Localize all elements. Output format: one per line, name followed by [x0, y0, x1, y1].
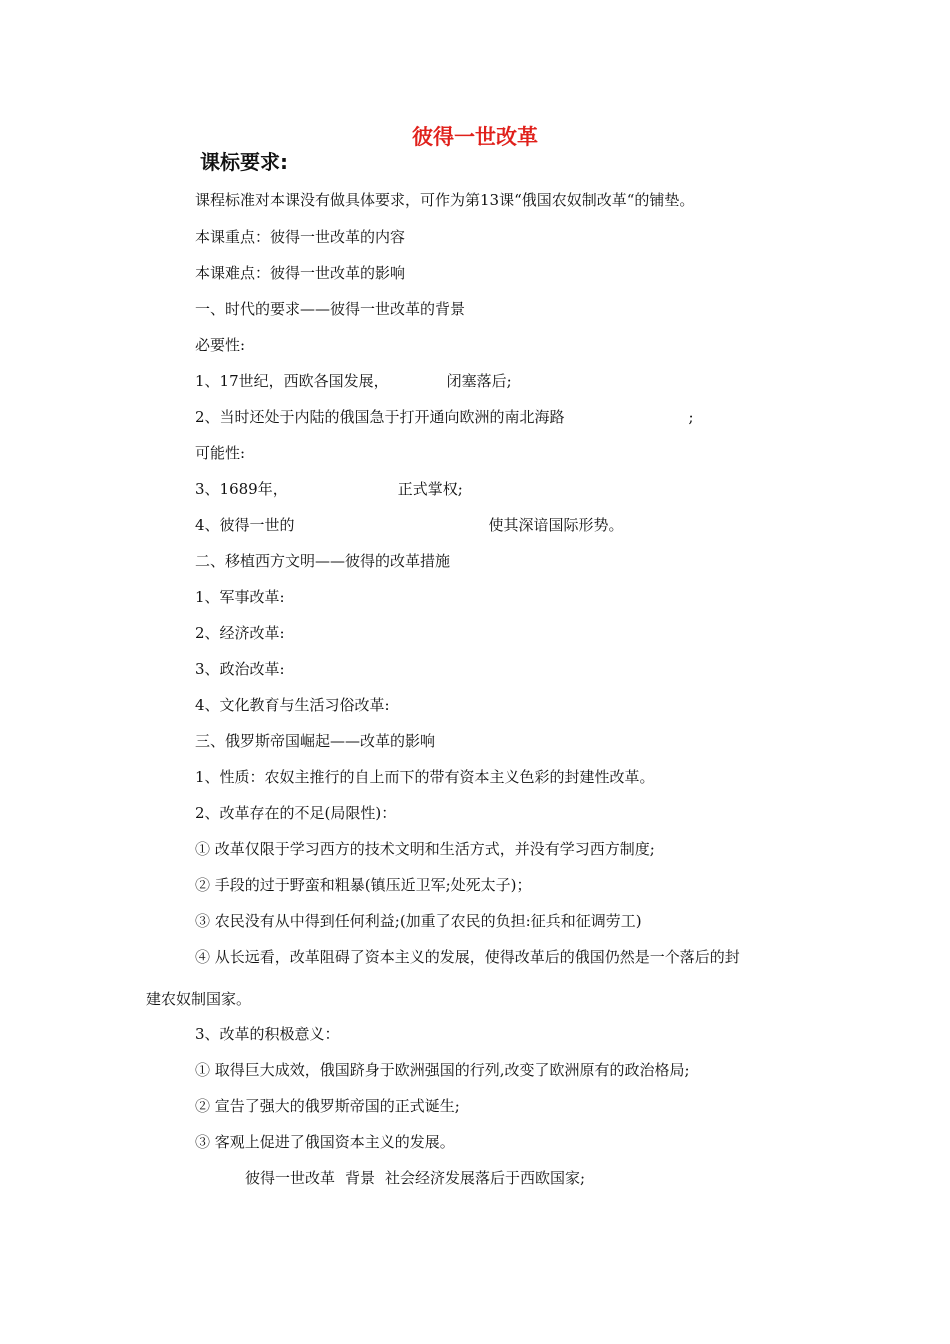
- positive-item-3: ③ 客观上促进了俄国资本主义的发展。: [195, 1133, 455, 1151]
- limit-item-1: ① 改革仅限于学习西方的技术文明和生活方式，并没有学习西方制度;: [195, 840, 655, 858]
- document-title: 彼得一世改革: [412, 125, 538, 149]
- summary-category: 背景: [345, 1169, 376, 1187]
- limit-item-4: ④ 从长远看，改革阻碍了资本主义的发展，使得改革后的俄国仍然是一个落后的封: [195, 948, 740, 966]
- background-item-1-tail: 闭塞落后;: [446, 372, 512, 390]
- reform-nature: 1、性质：农奴主推行的自上而下的带有资本主义色彩的封建性改革。: [195, 768, 655, 786]
- curriculum-requirements-heading: 课标要求:: [200, 150, 288, 174]
- positive-item-1: ① 取得巨大成效，俄国跻身于欧洲强国的行列,改变了欧洲原有的政治格局;: [195, 1061, 690, 1079]
- reform-item-political: 3、政治改革:: [195, 660, 285, 678]
- summary-detail: 社会经济发展落后于西欧国家;: [385, 1169, 586, 1187]
- background-item-1: [195, 369, 512, 393]
- background-item-3: [195, 477, 463, 501]
- limits-label: 2、改革存在的不足(局限性)：: [195, 804, 397, 822]
- intro-paragraph: 课程标准对本课没有做具体要求，可作为第13课“俄国农奴制改革“的铺垫。: [195, 191, 695, 209]
- section3-heading: 三、俄罗斯帝国崛起——改革的影响: [195, 732, 436, 750]
- background-item-2-tail: ;: [688, 408, 694, 426]
- reform-item-economic: 2、经济改革:: [195, 624, 285, 642]
- limit-item-3: ③ 农民没有从中得到任何利益;(加重了农民的负担:征兵和征调劳工): [195, 912, 642, 930]
- background-item-2: [195, 405, 694, 429]
- background-item-1-text: 1、17世纪，西欧各国发展，: [195, 372, 389, 390]
- background-item-2-text: 2、当时还处于内陆的俄国急于打开通向欧洲的南北海路: [195, 408, 565, 426]
- reform-item-military: 1、军事改革:: [195, 588, 285, 606]
- reform-item-culture: 4、文化教育与生活习俗改革:: [195, 696, 390, 714]
- necessity-label: 必要性:: [195, 336, 246, 354]
- background-item-3-tail: 正式掌权;: [397, 480, 463, 498]
- limit-item-2: ② 手段的过于野蛮和粗暴(镇压近卫军;处死太子)；: [195, 876, 532, 894]
- section2-heading: 二、移植西方文明——彼得的改革措施: [195, 552, 451, 570]
- possibility-label: 可能性:: [195, 444, 246, 462]
- background-item-4-text: 4、彼得一世的: [195, 516, 295, 534]
- background-item-4: [195, 513, 624, 537]
- focus-line: 本课重点：彼得一世改革的内容: [195, 228, 406, 246]
- section1-heading: 一、时代的要求——彼得一世改革的背景: [195, 300, 466, 318]
- background-item-4-tail: 使其深谙国际形势。: [488, 516, 624, 534]
- positive-label: 3、改革的积极意义：: [195, 1025, 340, 1043]
- summary-row: [245, 1166, 585, 1190]
- positive-item-2: ② 宣告了强大的俄罗斯帝国的正式诞生;: [195, 1097, 460, 1115]
- summary-topic: 彼得一世改革: [245, 1169, 336, 1187]
- difficulty-line: 本课难点：彼得一世改革的影响: [195, 264, 406, 282]
- background-item-3-text: 3、1689年，: [195, 480, 288, 498]
- limit-item-4-continued: 建农奴制国家。: [146, 990, 252, 1008]
